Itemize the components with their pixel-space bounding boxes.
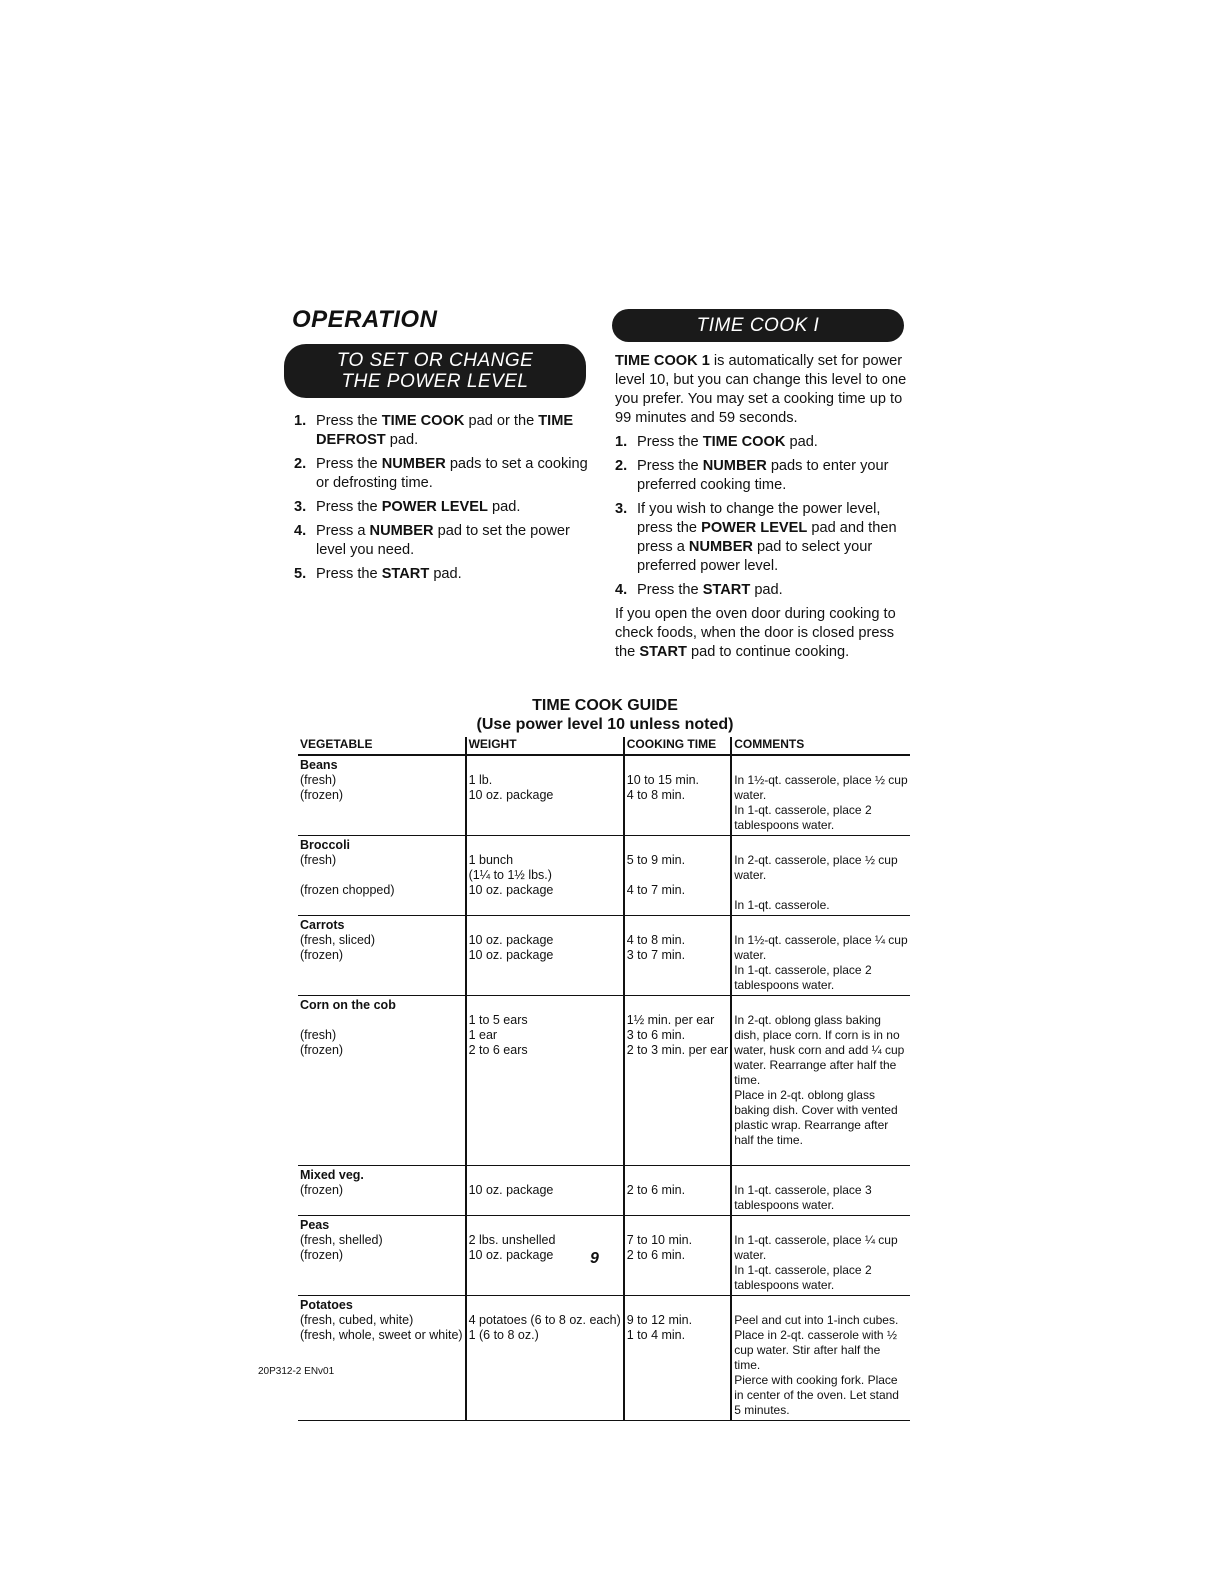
table-cell [731, 755, 910, 836]
bold-term: TIME COOK [702, 434, 786, 450]
vegetable-variant: (frozen) [300, 1183, 344, 1197]
step-number: 4. [615, 582, 628, 598]
comment-text: In 1-qt. casserole, place 2 tablespoons water. [734, 1263, 872, 1292]
spacer [734, 1298, 908, 1313]
table-row [298, 996, 910, 1166]
spacer [734, 1168, 908, 1183]
vegetable-group-name: Corn on the cob [300, 998, 396, 1012]
step-number: 1. [294, 413, 307, 429]
spacer [627, 1218, 728, 1233]
spacer [734, 1218, 908, 1233]
guide-title-text: TIME COOK GUIDE [532, 697, 678, 714]
cooking-time-value: 1½ min. per ear [626, 1013, 715, 1027]
spacer [469, 758, 621, 773]
table-cell [466, 1166, 624, 1216]
vegetable-variant: (frozen) [300, 1043, 344, 1057]
header-vegetable: VEGETABLE [298, 737, 466, 755]
bold-term: START [702, 582, 751, 598]
text-run: If you wish to change the power level, press the [637, 501, 881, 536]
text-run: pad. [750, 582, 783, 598]
bold-term: NUMBER [688, 539, 753, 555]
table-header-row [298, 737, 910, 755]
table-cell [466, 996, 624, 1166]
spacer [469, 1218, 621, 1233]
table-cell [731, 1166, 910, 1216]
text-run: pad to set the power level you need. [316, 523, 570, 558]
step-number: 2. [615, 458, 628, 474]
text-run: Press the [316, 566, 382, 582]
weight-value: 1 lb. [468, 773, 493, 787]
table-row [298, 836, 910, 916]
header-weight: WEIGHT [466, 737, 624, 755]
table-body [298, 755, 910, 1421]
cooking-time-value: 1 to 4 min. [626, 1328, 686, 1342]
spacer [734, 998, 908, 1013]
cooking-time-value: 4 to 8 min. [626, 933, 686, 947]
list-item [294, 522, 594, 560]
table-row [298, 755, 910, 836]
spacer [627, 1298, 728, 1313]
vegetable-variant: (fresh) [300, 773, 337, 787]
spacer [469, 998, 621, 1013]
weight-value: 10 oz. package [468, 883, 554, 897]
vegetable-variant: (frozen) [300, 1248, 344, 1262]
step-text [637, 457, 915, 495]
weight-value: 4 potatoes (6 to 8 oz. each) [468, 1313, 621, 1327]
time-cook-header [612, 309, 904, 342]
step-number: 3. [615, 501, 628, 517]
step-text [637, 433, 818, 452]
cooking-time-value: 2 to 3 min. per ear [626, 1043, 729, 1057]
step-number: 5. [294, 566, 307, 582]
vegetable-variant [300, 1013, 463, 1028]
header-cooking-time: COOKING TIME [624, 737, 731, 755]
text-run: pad. [385, 432, 419, 448]
text-run: pads to set a cooking or defrosting time. [316, 456, 588, 491]
cooking-time-value: 4 to 8 min. [626, 788, 686, 802]
vegetable-variant: (frozen chopped) [300, 883, 395, 897]
table-cell [624, 1296, 731, 1421]
cooking-time-value: 10 to 15 min. [626, 773, 700, 787]
vegetable-variant: (fresh, sliced) [300, 933, 376, 947]
table-cell [298, 916, 466, 996]
text-run: Press the [637, 458, 703, 474]
time-cook-header-label: TIME COOK I [696, 315, 820, 336]
spacer [627, 1168, 728, 1183]
weight-value: 10 oz. package [468, 1183, 554, 1197]
vegetable-variant: (fresh, shelled) [300, 1233, 383, 1247]
cooking-time-value: 3 to 6 min. [626, 1028, 686, 1042]
vegetable-group-name: Peas [300, 1218, 330, 1232]
text-run: Press the [316, 413, 382, 429]
spacer [627, 918, 728, 933]
table-cell [466, 1296, 624, 1421]
step-number: 3. [294, 499, 307, 515]
section-title: OPERATION [292, 306, 438, 333]
comment-text [734, 1148, 908, 1163]
power-level-header [284, 344, 586, 398]
table-cell [298, 836, 466, 916]
power-level-header-line-2: THE POWER LEVEL [341, 371, 529, 392]
table-cell [731, 996, 910, 1166]
cooking-time-value: 2 to 6 min. [626, 1183, 686, 1197]
vegetable-group-name: Carrots [300, 918, 345, 932]
guide-subtitle: (Use power level 10 unless noted) [476, 716, 734, 733]
step-number: 2. [294, 456, 307, 472]
table-row [298, 1296, 910, 1421]
text-run: Press the [316, 456, 382, 472]
bold-term: POWER LEVEL [381, 499, 488, 515]
comment-text: In 2-qt. casserole, place ½ cup water. [734, 853, 898, 882]
cooking-time-value: 5 to 9 min. [626, 853, 686, 867]
spacer [469, 918, 621, 933]
vegetable-group-name: Mixed veg. [300, 1168, 364, 1182]
list-item [615, 581, 915, 600]
list-item [294, 455, 594, 493]
weight-value: 10 oz. package [468, 788, 554, 802]
list-item [294, 498, 594, 517]
bold-term: NUMBER [702, 458, 767, 474]
table-cell [624, 916, 731, 996]
table-cell [466, 755, 624, 836]
table-cell [466, 836, 624, 916]
vegetable-variant: (fresh) [300, 1028, 337, 1042]
spacer [734, 838, 908, 853]
weight-value: 1 ear [468, 1028, 498, 1042]
text-run: Press the [316, 499, 382, 515]
weight-value: 2 lbs. unshelled [468, 1233, 556, 1247]
comment-text: Peel and cut into 1-inch cubes. Place in 2-qt. casserole with ½ cup water. Stir after half the time. [734, 1313, 899, 1372]
spacer [469, 838, 621, 853]
comment-text: In 1-qt. casserole, place 2 tablespoons water. [734, 803, 872, 832]
vegetable-variant: (fresh) [300, 853, 337, 867]
time-cook-guide-table [298, 737, 910, 1421]
step-text [637, 581, 783, 600]
header-comments: COMMENTS [731, 737, 910, 755]
step-text [316, 565, 462, 584]
weight-value: 10 oz. package [468, 1248, 554, 1262]
table-cell [298, 996, 466, 1166]
vegetable-variant: (frozen) [300, 788, 344, 802]
time-cook-instructions [615, 352, 915, 667]
vegetable-variant: (fresh, whole, sweet or white) [300, 1328, 463, 1342]
weight-value: (1¼ to 1½ lbs.) [468, 868, 552, 882]
vegetable-group-name: Potatoes [300, 1298, 353, 1312]
table-cell [624, 1216, 731, 1296]
footer-code: 20P312-2 ENv01 [258, 1366, 335, 1377]
text-run: pad. [785, 434, 818, 450]
power-level-header-line-1: TO SET OR CHANGE [336, 350, 534, 371]
vegetable-group-name: Broccoli [300, 838, 351, 852]
table-cell [624, 996, 731, 1166]
list-item [294, 412, 594, 450]
text-run: is automatically set for power level 10, but you can change this level to one you prefer. You may set a cooking time up to 99 minutes and 59 seconds. [615, 353, 907, 426]
guide-title [300, 696, 910, 734]
table-cell [731, 1296, 910, 1421]
time-cook-intro [615, 352, 915, 428]
weight-value: 10 oz. package [468, 933, 554, 947]
vegetable-variant [300, 868, 463, 883]
vegetable-group-name: Beans [300, 758, 338, 772]
bold-term: TIME COOK 1 [615, 353, 710, 369]
text-run: pad to continue cooking. [686, 644, 850, 660]
cooking-time-value: 3 to 7 min. [626, 948, 686, 962]
list-item [615, 433, 915, 452]
bold-term: TIME COOK [381, 413, 465, 429]
weight-value: 1 to 5 ears [468, 1013, 528, 1027]
table-cell [731, 1216, 910, 1296]
step-text [316, 498, 520, 517]
table-cell [731, 916, 910, 996]
vegetable-variant: (frozen) [300, 948, 344, 962]
step-text [637, 500, 915, 576]
spacer [627, 998, 728, 1013]
list-item [615, 500, 915, 576]
table-cell [466, 1216, 624, 1296]
table-cell [624, 755, 731, 836]
bold-term: NUMBER [369, 523, 434, 539]
time-cook-steps [615, 433, 915, 600]
text-run: pad to select your preferred power level. [637, 539, 873, 574]
text-run: Press a [316, 523, 370, 539]
table-row [298, 916, 910, 996]
cooking-time-value: 2 to 6 min. [626, 1248, 686, 1262]
text-run: pads to enter your preferred cooking time. [637, 458, 889, 493]
comment-text: Place in 2-qt. oblong glass baking dish. Cover with vented plastic wrap. Rearrange after half the time. [734, 1088, 898, 1147]
step-text [316, 522, 594, 560]
text-run: pad or the [464, 413, 539, 429]
weight-value: 10 oz. package [468, 948, 554, 962]
cooking-time-value [627, 868, 728, 883]
step-number: 4. [294, 523, 307, 539]
table-cell [624, 836, 731, 916]
step-number: 1. [615, 434, 628, 450]
cooking-time-value: 4 to 7 min. [626, 883, 686, 897]
table-cell [298, 1216, 466, 1296]
list-item [615, 457, 915, 495]
table-row [298, 1216, 910, 1296]
text-run: pad and then press a [637, 520, 897, 555]
bold-term: POWER LEVEL [701, 520, 808, 536]
table-cell [624, 1166, 731, 1216]
text-run: pad. [487, 499, 521, 515]
table-cell [298, 755, 466, 836]
text-run: Press the [637, 434, 703, 450]
bold-term: TIME DEFROST [316, 413, 574, 448]
spacer [627, 758, 728, 773]
comment-text: In 2-qt. oblong glass baking dish, place corn. If corn is in no water, husk corn and add ¼ cup water. Rearrange after half the time. [734, 1013, 905, 1087]
text-run: Press the [637, 582, 703, 598]
cooking-time-value: 9 to 12 min. [626, 1313, 693, 1327]
comment-text: In 1-qt. casserole. [734, 898, 830, 912]
weight-value: 1 bunch [468, 853, 514, 867]
comment-text: Pierce with cooking fork. Place in center of the oven. Let stand 5 minutes. [734, 1373, 899, 1417]
bold-term: START [381, 566, 430, 582]
weight-value: 2 to 6 ears [468, 1043, 528, 1057]
text-run: If you open the oven door during cooking to check foods, when the door is closed press the [615, 606, 896, 660]
comment-text: In 1½-qt. casserole, place ½ cup water. [734, 773, 908, 802]
step-text [316, 455, 594, 493]
power-level-steps [294, 412, 594, 589]
list-item [294, 565, 594, 584]
weight-value: 1 (6 to 8 oz.) [468, 1328, 539, 1342]
cooking-time-value: 7 to 10 min. [626, 1233, 693, 1247]
spacer [469, 1168, 621, 1183]
bold-term: START [639, 644, 687, 660]
table-cell [466, 916, 624, 996]
spacer [734, 758, 908, 773]
page-number: 9 [590, 1250, 599, 1267]
comment-text: In 1½-qt. casserole, place ¼ cup water. [734, 933, 908, 962]
table-row [298, 1166, 910, 1216]
comment-text: In 1-qt. casserole, place 2 tablespoons water. [734, 963, 872, 992]
bold-term: NUMBER [381, 456, 446, 472]
spacer [734, 918, 908, 933]
spacer [469, 1298, 621, 1313]
spacer [627, 838, 728, 853]
table-cell [298, 1296, 466, 1421]
comment-text: In 1-qt. casserole, place 3 tablespoons water. [734, 1183, 872, 1212]
vegetable-variant: (fresh, cubed, white) [300, 1313, 414, 1327]
table-cell [298, 1166, 466, 1216]
text-run: pad. [429, 566, 462, 582]
comment-text: In 1-qt. casserole, place ¼ cup water. [734, 1233, 898, 1262]
step-text [316, 412, 594, 450]
table-cell [731, 836, 910, 916]
time-cook-outro [615, 605, 915, 662]
comment-text [734, 883, 908, 898]
